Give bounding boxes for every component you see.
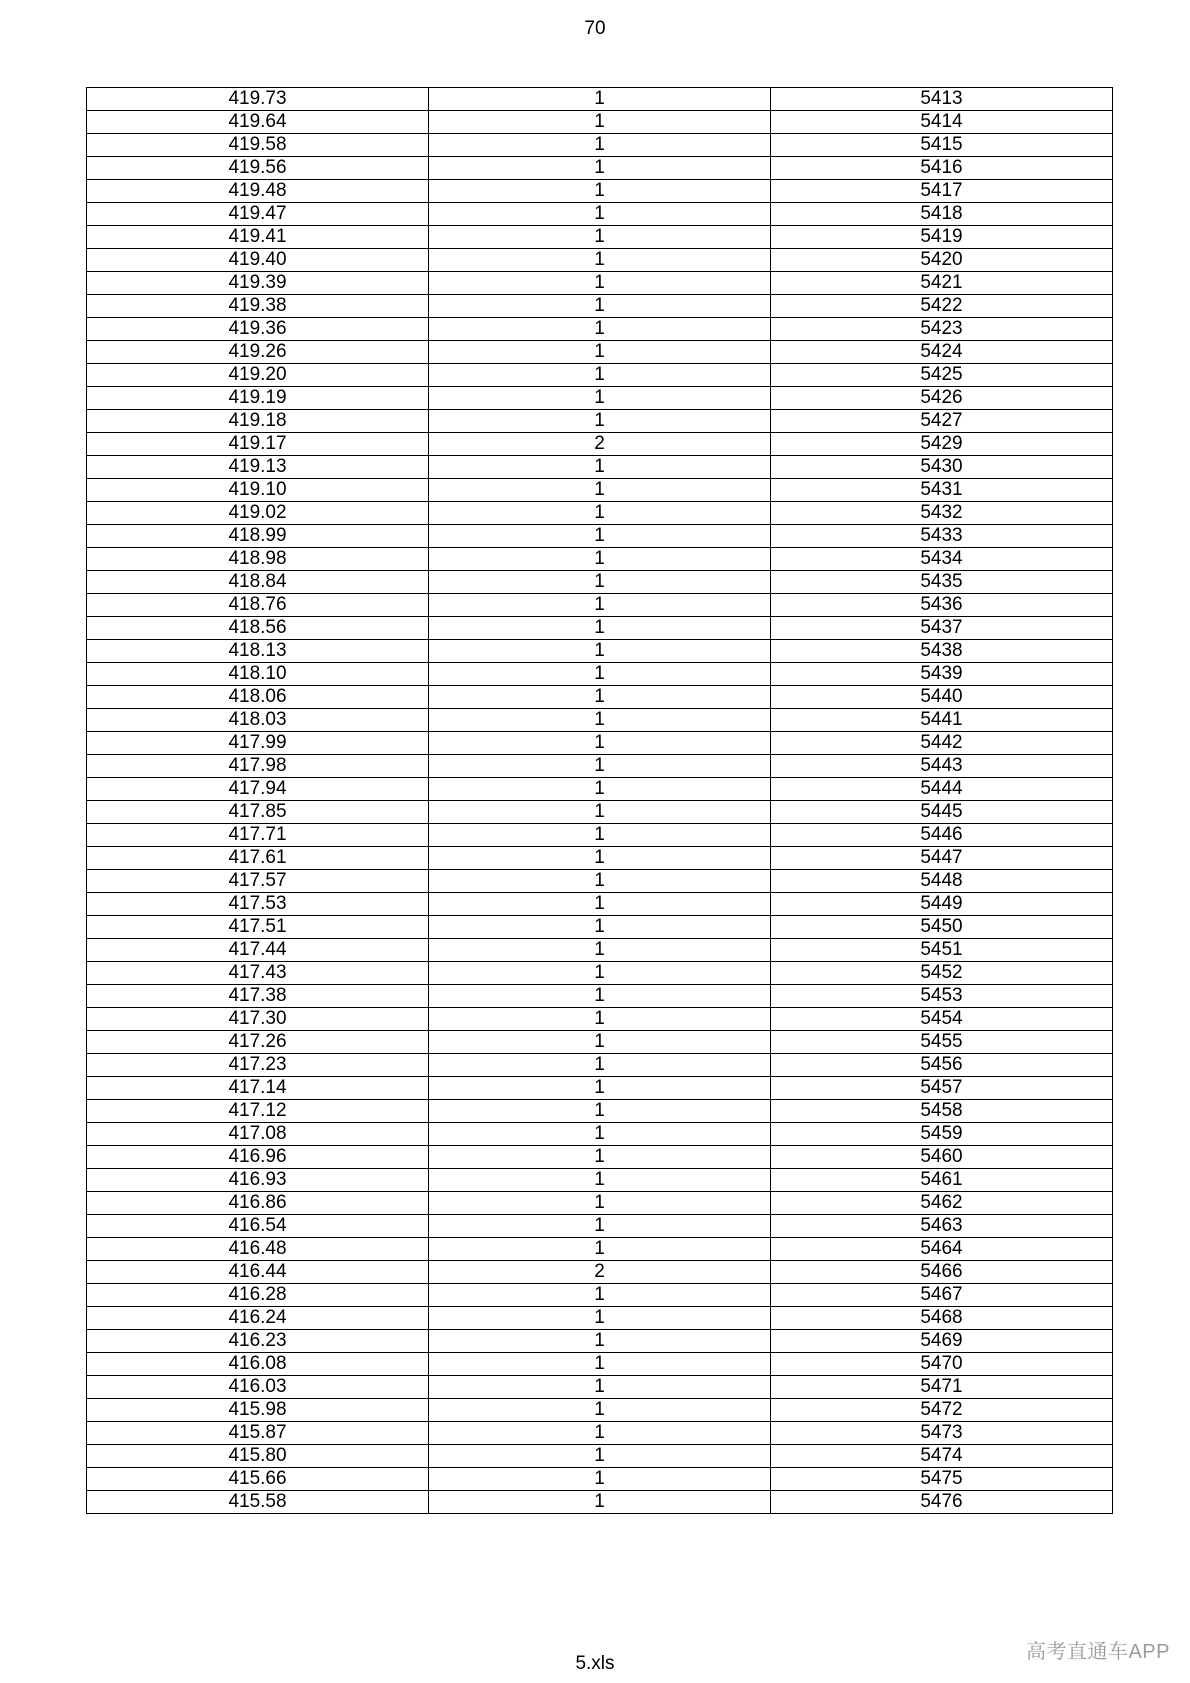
count-cell: 1 (429, 134, 771, 157)
count-cell: 2 (429, 433, 771, 456)
count-cell: 1 (429, 640, 771, 663)
rank-cell: 5449 (771, 893, 1113, 916)
count-cell: 1 (429, 663, 771, 686)
score-cell: 419.47 (87, 203, 429, 226)
table-row (87, 1008, 1113, 1031)
count-cell: 1 (429, 272, 771, 295)
table-row (87, 410, 1113, 433)
rank-cell: 5413 (771, 88, 1113, 111)
table-row (87, 847, 1113, 870)
rank-cell: 5468 (771, 1307, 1113, 1330)
score-cell: 416.48 (87, 1238, 429, 1261)
table-row (87, 985, 1113, 1008)
count-cell: 1 (429, 1031, 771, 1054)
rank-cell: 5454 (771, 1008, 1113, 1031)
table-row (87, 778, 1113, 801)
count-cell: 1 (429, 318, 771, 341)
score-cell: 419.73 (87, 88, 429, 111)
rank-cell: 5475 (771, 1468, 1113, 1491)
table-row (87, 341, 1113, 364)
table-row (87, 824, 1113, 847)
table-row (87, 502, 1113, 525)
score-cell: 417.26 (87, 1031, 429, 1054)
table-row (87, 1491, 1113, 1514)
rank-cell: 5430 (771, 456, 1113, 479)
score-cell: 416.44 (87, 1261, 429, 1284)
rank-cell: 5426 (771, 387, 1113, 410)
table-row (87, 962, 1113, 985)
rank-cell: 5451 (771, 939, 1113, 962)
count-cell: 1 (429, 387, 771, 410)
count-cell: 1 (429, 1284, 771, 1307)
rank-cell: 5470 (771, 1353, 1113, 1376)
table-row (87, 1123, 1113, 1146)
score-cell: 417.43 (87, 962, 429, 985)
table-row (87, 111, 1113, 134)
score-cell: 417.38 (87, 985, 429, 1008)
score-cell: 417.14 (87, 1077, 429, 1100)
rank-cell: 5452 (771, 962, 1113, 985)
table-row (87, 1077, 1113, 1100)
count-cell: 1 (429, 939, 771, 962)
rank-cell: 5457 (771, 1077, 1113, 1100)
rank-cell: 5444 (771, 778, 1113, 801)
count-cell: 1 (429, 1468, 771, 1491)
score-cell: 419.41 (87, 226, 429, 249)
table-row (87, 1422, 1113, 1445)
score-cell: 417.99 (87, 732, 429, 755)
rank-cell: 5440 (771, 686, 1113, 709)
score-cell: 417.30 (87, 1008, 429, 1031)
score-cell: 417.57 (87, 870, 429, 893)
rank-cell: 5466 (771, 1261, 1113, 1284)
score-cell: 417.51 (87, 916, 429, 939)
rank-cell: 5476 (771, 1491, 1113, 1514)
count-cell: 1 (429, 824, 771, 847)
count-cell: 1 (429, 1123, 771, 1146)
rank-cell: 5467 (771, 1284, 1113, 1307)
rank-cell: 5446 (771, 824, 1113, 847)
rank-cell: 5462 (771, 1192, 1113, 1215)
table-row (87, 456, 1113, 479)
table-row (87, 318, 1113, 341)
table-row (87, 387, 1113, 410)
score-cell: 417.98 (87, 755, 429, 778)
table-row (87, 180, 1113, 203)
count-cell: 1 (429, 709, 771, 732)
rank-cell: 5461 (771, 1169, 1113, 1192)
count-cell: 1 (429, 479, 771, 502)
rank-cell: 5418 (771, 203, 1113, 226)
score-cell: 416.54 (87, 1215, 429, 1238)
score-cell: 419.20 (87, 364, 429, 387)
table-row (87, 640, 1113, 663)
watermark-text: 高考直通车APP (1025, 1641, 1170, 1663)
score-cell: 415.66 (87, 1468, 429, 1491)
table-row (87, 203, 1113, 226)
score-cell: 418.84 (87, 571, 429, 594)
count-cell: 1 (429, 1422, 771, 1445)
table-row (87, 1169, 1113, 1192)
score-cell: 415.98 (87, 1399, 429, 1422)
rank-cell: 5460 (771, 1146, 1113, 1169)
rank-cell: 5458 (771, 1100, 1113, 1123)
score-cell: 416.08 (87, 1353, 429, 1376)
count-cell: 1 (429, 1192, 771, 1215)
score-cell: 419.26 (87, 341, 429, 364)
count-cell: 1 (429, 502, 771, 525)
score-cell: 417.08 (87, 1123, 429, 1146)
table-row (87, 1192, 1113, 1215)
table-row (87, 1215, 1113, 1238)
table-row (87, 157, 1113, 180)
rank-cell: 5414 (771, 111, 1113, 134)
table-row (87, 571, 1113, 594)
rank-cell: 5424 (771, 341, 1113, 364)
rank-cell: 5443 (771, 755, 1113, 778)
score-cell: 418.13 (87, 640, 429, 663)
count-cell: 1 (429, 1376, 771, 1399)
count-cell: 1 (429, 1307, 771, 1330)
score-cell: 416.93 (87, 1169, 429, 1192)
score-cell: 419.58 (87, 134, 429, 157)
table-row (87, 479, 1113, 502)
score-cell: 416.03 (87, 1376, 429, 1399)
rank-cell: 5450 (771, 916, 1113, 939)
page-number: 70 (584, 18, 606, 39)
table-row (87, 295, 1113, 318)
count-cell: 1 (429, 686, 771, 709)
score-cell: 419.56 (87, 157, 429, 180)
score-cell: 416.96 (87, 1146, 429, 1169)
score-cell: 416.23 (87, 1330, 429, 1353)
table-row (87, 1146, 1113, 1169)
count-cell: 1 (429, 755, 771, 778)
table-row (87, 249, 1113, 272)
score-cell: 418.76 (87, 594, 429, 617)
rank-cell: 5434 (771, 548, 1113, 571)
rank-cell: 5438 (771, 640, 1113, 663)
rank-cell: 5415 (771, 134, 1113, 157)
rank-cell: 5429 (771, 433, 1113, 456)
table-row (87, 1353, 1113, 1376)
table-row (87, 755, 1113, 778)
table-row (87, 1399, 1113, 1422)
count-cell: 1 (429, 1169, 771, 1192)
count-cell: 1 (429, 548, 771, 571)
score-cell: 417.85 (87, 801, 429, 824)
count-cell: 1 (429, 1353, 771, 1376)
score-cell: 416.24 (87, 1307, 429, 1330)
count-cell: 1 (429, 1054, 771, 1077)
count-cell: 1 (429, 410, 771, 433)
table-row (87, 525, 1113, 548)
count-cell: 1 (429, 295, 771, 318)
score-cell: 417.71 (87, 824, 429, 847)
score-cell: 418.10 (87, 663, 429, 686)
score-cell: 418.56 (87, 617, 429, 640)
table-row (87, 916, 1113, 939)
score-cell: 419.02 (87, 502, 429, 525)
score-cell: 418.06 (87, 686, 429, 709)
rank-cell: 5441 (771, 709, 1113, 732)
rank-cell: 5455 (771, 1031, 1113, 1054)
count-cell: 1 (429, 870, 771, 893)
score-cell: 417.94 (87, 778, 429, 801)
rank-cell: 5432 (771, 502, 1113, 525)
rank-cell: 5431 (771, 479, 1113, 502)
score-cell: 419.40 (87, 249, 429, 272)
count-cell: 1 (429, 847, 771, 870)
score-cell: 417.12 (87, 1100, 429, 1123)
count-cell: 1 (429, 801, 771, 824)
table-row (87, 617, 1113, 640)
score-cell: 419.13 (87, 456, 429, 479)
score-cell: 419.19 (87, 387, 429, 410)
count-cell: 1 (429, 1008, 771, 1031)
rank-cell: 5448 (771, 870, 1113, 893)
count-cell: 1 (429, 341, 771, 364)
rank-cell: 5474 (771, 1445, 1113, 1468)
table-row (87, 1445, 1113, 1468)
table-row (87, 1031, 1113, 1054)
count-cell: 1 (429, 594, 771, 617)
count-cell: 1 (429, 111, 771, 134)
count-cell: 1 (429, 916, 771, 939)
count-cell: 1 (429, 985, 771, 1008)
table-row (87, 272, 1113, 295)
table-row (87, 134, 1113, 157)
count-cell: 2 (429, 1261, 771, 1284)
table-row (87, 1054, 1113, 1077)
table-row (87, 1238, 1113, 1261)
count-cell: 1 (429, 1146, 771, 1169)
rank-cell: 5420 (771, 249, 1113, 272)
count-cell: 1 (429, 732, 771, 755)
rank-cell: 5436 (771, 594, 1113, 617)
count-cell: 1 (429, 778, 771, 801)
table-row (87, 732, 1113, 755)
count-cell: 1 (429, 456, 771, 479)
score-cell: 419.18 (87, 410, 429, 433)
score-cell: 417.53 (87, 893, 429, 916)
count-cell: 1 (429, 226, 771, 249)
rank-cell: 5433 (771, 525, 1113, 548)
table-row (87, 1376, 1113, 1399)
count-cell: 1 (429, 617, 771, 640)
score-cell: 419.39 (87, 272, 429, 295)
rank-cell: 5437 (771, 617, 1113, 640)
rank-cell: 5453 (771, 985, 1113, 1008)
table-row (87, 594, 1113, 617)
table-row (87, 663, 1113, 686)
table-row (87, 88, 1113, 111)
table-row (87, 433, 1113, 456)
score-cell: 415.87 (87, 1422, 429, 1445)
count-cell: 1 (429, 1100, 771, 1123)
table-row (87, 1330, 1113, 1353)
score-cell: 418.99 (87, 525, 429, 548)
count-cell: 1 (429, 1399, 771, 1422)
table-row (87, 709, 1113, 732)
count-cell: 1 (429, 364, 771, 387)
count-cell: 1 (429, 525, 771, 548)
score-cell: 415.58 (87, 1491, 429, 1514)
score-cell: 419.17 (87, 433, 429, 456)
table-row (87, 870, 1113, 893)
score-cell: 419.64 (87, 111, 429, 134)
count-cell: 1 (429, 157, 771, 180)
table-row (87, 686, 1113, 709)
count-cell: 1 (429, 1445, 771, 1468)
score-cell: 417.44 (87, 939, 429, 962)
rank-cell: 5447 (771, 847, 1113, 870)
table-row (87, 1284, 1113, 1307)
score-cell: 415.80 (87, 1445, 429, 1468)
score-cell: 419.36 (87, 318, 429, 341)
rank-cell: 5445 (771, 801, 1113, 824)
rank-cell: 5463 (771, 1215, 1113, 1238)
rank-cell: 5416 (771, 157, 1113, 180)
table-row (87, 226, 1113, 249)
rank-cell: 5469 (771, 1330, 1113, 1353)
count-cell: 1 (429, 571, 771, 594)
rank-cell: 5419 (771, 226, 1113, 249)
score-cell: 418.03 (87, 709, 429, 732)
score-table (86, 87, 1113, 1514)
table-row (87, 364, 1113, 387)
rank-cell: 5459 (771, 1123, 1113, 1146)
count-cell: 1 (429, 1077, 771, 1100)
rank-cell: 5439 (771, 663, 1113, 686)
score-cell: 419.38 (87, 295, 429, 318)
count-cell: 1 (429, 1491, 771, 1514)
count-cell: 1 (429, 893, 771, 916)
rank-cell: 5423 (771, 318, 1113, 341)
score-cell: 416.86 (87, 1192, 429, 1215)
rank-cell: 5464 (771, 1238, 1113, 1261)
rank-cell: 5422 (771, 295, 1113, 318)
rank-cell: 5471 (771, 1376, 1113, 1399)
rank-cell: 5473 (771, 1422, 1113, 1445)
count-cell: 1 (429, 1330, 771, 1353)
rank-cell: 5435 (771, 571, 1113, 594)
table-row (87, 1468, 1113, 1491)
count-cell: 1 (429, 88, 771, 111)
table-row (87, 939, 1113, 962)
rank-cell: 5442 (771, 732, 1113, 755)
count-cell: 1 (429, 249, 771, 272)
footer-filename: 5.xls (575, 1653, 615, 1674)
count-cell: 1 (429, 180, 771, 203)
table-row (87, 1307, 1113, 1330)
rank-cell: 5421 (771, 272, 1113, 295)
table-row (87, 801, 1113, 824)
score-cell: 419.48 (87, 180, 429, 203)
score-cell: 419.10 (87, 479, 429, 502)
table-row (87, 893, 1113, 916)
score-cell: 417.23 (87, 1054, 429, 1077)
rank-cell: 5417 (771, 180, 1113, 203)
table-row (87, 1261, 1113, 1284)
table-row (87, 1100, 1113, 1123)
rank-cell: 5472 (771, 1399, 1113, 1422)
count-cell: 1 (429, 962, 771, 985)
rank-cell: 5456 (771, 1054, 1113, 1077)
count-cell: 1 (429, 203, 771, 226)
score-cell: 418.98 (87, 548, 429, 571)
score-cell: 416.28 (87, 1284, 429, 1307)
score-table-body (87, 88, 1113, 1514)
score-cell: 417.61 (87, 847, 429, 870)
table-row (87, 548, 1113, 571)
count-cell: 1 (429, 1215, 771, 1238)
count-cell: 1 (429, 1238, 771, 1261)
rank-cell: 5425 (771, 364, 1113, 387)
rank-cell: 5427 (771, 410, 1113, 433)
